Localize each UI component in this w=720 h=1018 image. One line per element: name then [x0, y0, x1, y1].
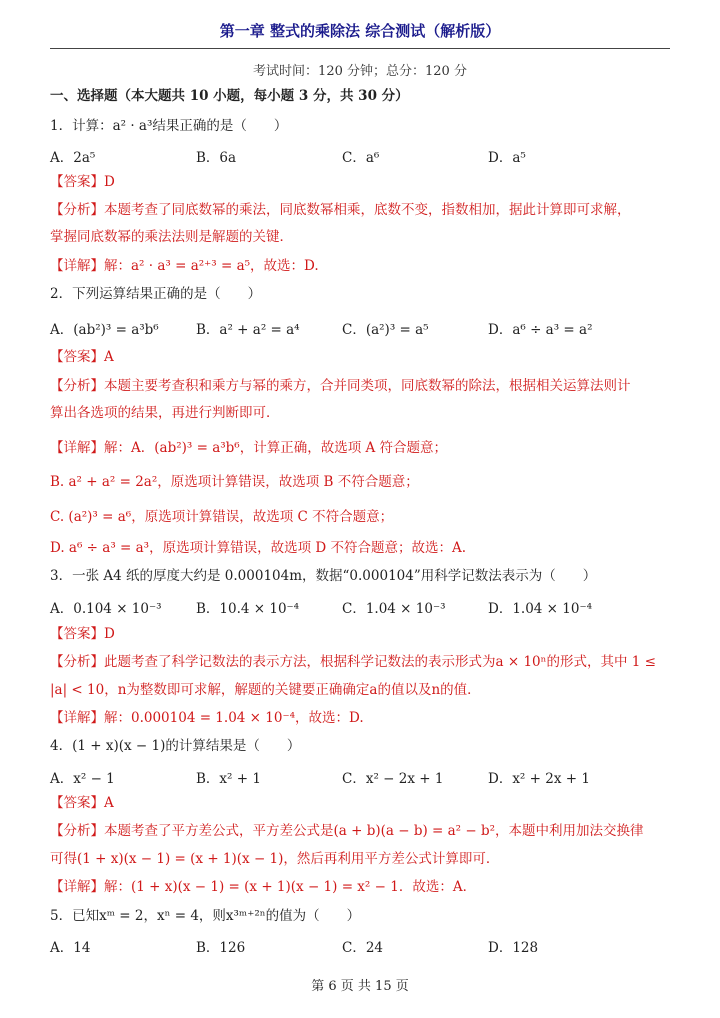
q2-option-d: D．a⁶ ÷ a³ = a² [488, 322, 593, 338]
q5-option-b: B．126 [196, 940, 246, 956]
q3-option-c: C．1.04 × 10⁻³ [342, 601, 446, 617]
q2-option-c: C．(a²)³ = a⁵ [342, 322, 429, 338]
q1-detail: 【详解】解：a² · a³ = a²⁺³ = a⁵，故选：D. [50, 258, 319, 274]
section-heading: 一、选择题（本大题共 10 小题，每小题 3 分，共 30 分） [50, 88, 409, 104]
q3-analysis-line2: |a| < 10，n为整数即可求解，解题的关键要正确确定a的值以及n的值． [50, 682, 481, 698]
q1-analysis-line1: 【分析】本题考查了同底数幂的乘法，同底数幂相乘，底数不变，指数相加，据此计算即可求解， [50, 202, 631, 218]
exam-info: 考试时间：120 分钟；总分：120 分 [253, 64, 467, 79]
q1-option-b: B．6a [196, 150, 237, 166]
q2-stem: 2．下列运算结果正确的是（ ） [50, 286, 262, 302]
q5-stem: 5．已知xᵐ = 2，xⁿ = 4，则x³ᵐ⁺²ⁿ的值为（ ） [50, 908, 361, 924]
q1-analysis-line2: 掌握同底数幂的乘法法则是解题的关键． [50, 229, 293, 245]
q4-detail: 【详解】解：(1 + x)(x − 1) = (x + 1)(x − 1) = x² − 1．故选：A． [50, 879, 477, 895]
q2-detail-a: 【详解】解：A．(ab²)³ = a³b⁶，计算正确，故选项 A 符合题意； [50, 440, 448, 456]
q2-detail-d: D. a⁶ ÷ a³ = a³，原选项计算错误，故选项 D 不符合题意；故选：A. [50, 540, 467, 556]
header-divider [50, 48, 670, 49]
q3-option-d: D．1.04 × 10⁻⁴ [488, 601, 592, 617]
q3-answer: 【答案】D [50, 626, 115, 642]
q4-stem: 4．(1 + x)(x − 1)的计算结果是（ ） [50, 738, 301, 754]
q1-stem: 1．计算：a² · a³结果正确的是（ ） [50, 118, 288, 134]
q3-analysis-line1: 【分析】此题考查了科学记数法的表示方法，根据科学记数法的表示形式为a × 10ⁿ的形式，其中 1 ≤ [50, 654, 656, 670]
q5-option-c: C．24 [342, 940, 384, 956]
q4-option-c: C．x² − 2x + 1 [342, 771, 444, 787]
q3-detail: 【详解】解：0.000104 = 1.04 × 10⁻⁴，故选：D. [50, 710, 364, 726]
page-title: 第一章 整式的乘除法 综合测试（解析版） [219, 22, 501, 40]
q5-option-d: D．128 [488, 940, 539, 956]
page-number: 第 6 页 共 15 页 [311, 979, 409, 994]
q2-option-a: A．(ab²)³ = a³b⁶ [50, 322, 159, 338]
q2-answer: 【答案】A [50, 349, 114, 365]
q1-option-a: A．2a⁵ [50, 150, 96, 166]
q5-option-a: A．14 [50, 940, 91, 956]
q1-answer: 【答案】D [50, 174, 115, 190]
q1-option-d: D．a⁵ [488, 150, 526, 166]
q3-stem: 3．一张 A4 纸的厚度大约是 0.000104m，数据“0.000104”用科学记数法表示为（ ） [50, 568, 597, 584]
q2-option-b: B．a² + a² = a⁴ [196, 322, 300, 338]
q2-detail-b: B. a² + a² = 2a²，原选项计算错误，故选项 B 不符合题意； [50, 474, 419, 490]
q4-option-d: D．x² + 2x + 1 [488, 771, 590, 787]
q4-analysis-line2: 可得(1 + x)(x − 1) = (x + 1)(x − 1)，然后再利用平方差公式计算即可． [50, 851, 500, 867]
q4-analysis-line1: 【分析】本题考查了平方差公式，平方差公式是(a + b)(a − b) = a² − b²，本题中利用加法交换律 [50, 823, 644, 839]
q3-option-b: B．10.4 × 10⁻⁴ [196, 601, 300, 617]
q2-analysis-line2: 算出各选项的结果，再进行判断即可． [50, 405, 280, 421]
q1-option-c: C．a⁶ [342, 150, 380, 166]
q2-analysis-line1: 【分析】本题主要考查积和乘方与幂的乘方，合并同类项，同底数幂的除法，根据相关运算法则计 [50, 378, 631, 394]
q4-option-a: A．x² − 1 [50, 771, 115, 787]
q3-option-a: A．0.104 × 10⁻³ [50, 601, 162, 617]
q4-option-b: B．x² + 1 [196, 771, 261, 787]
q4-answer: 【答案】A [50, 795, 114, 811]
q2-detail-c: C. (a²)³ = a⁶，原选项计算错误，故选项 C 不符合题意； [50, 509, 394, 525]
